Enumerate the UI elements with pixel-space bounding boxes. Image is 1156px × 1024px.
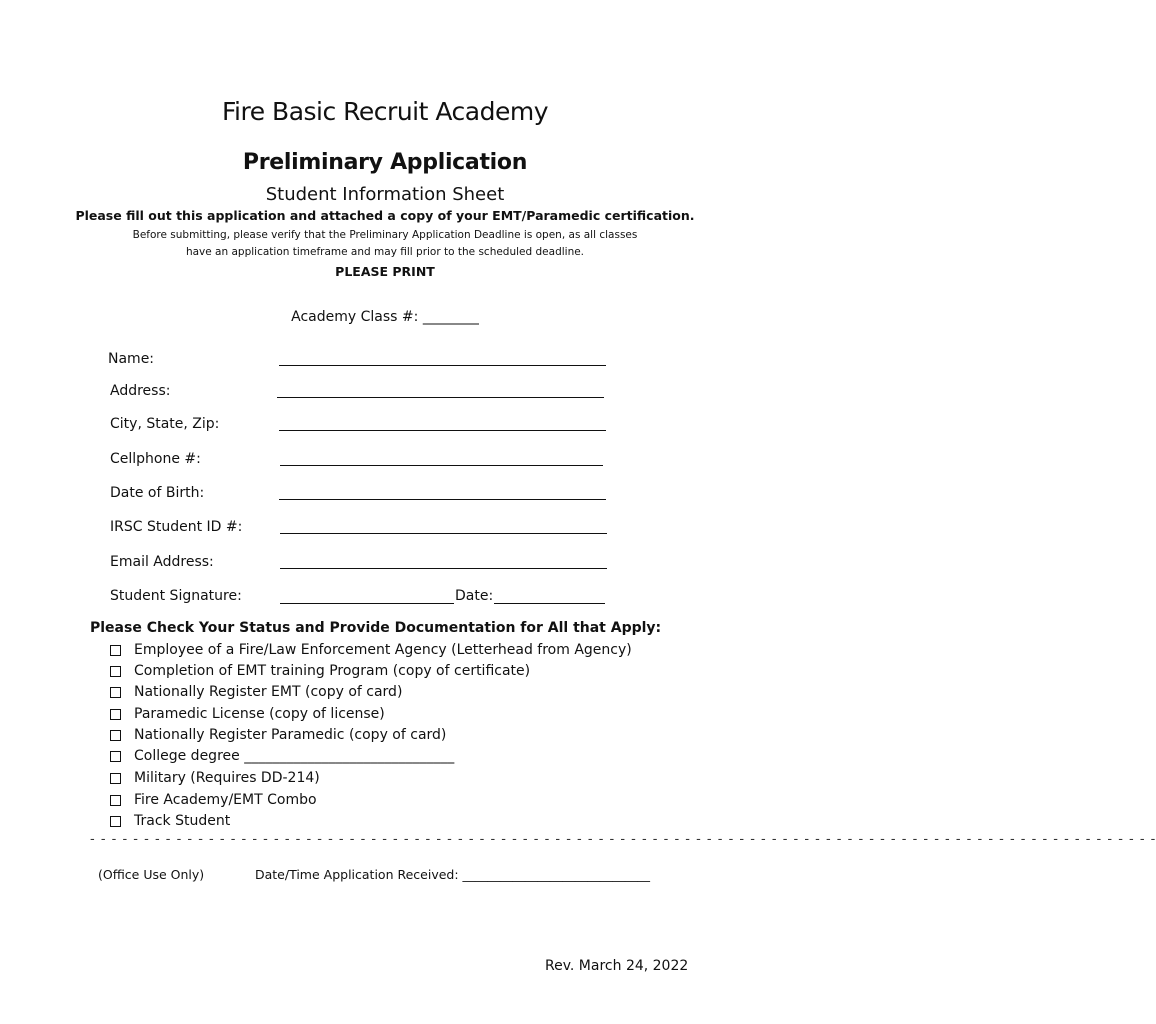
signature-label: Student Signature:	[110, 588, 242, 604]
checkbox[interactable]	[110, 795, 121, 806]
checkbox[interactable]	[110, 709, 121, 720]
address-label: Address:	[110, 383, 171, 399]
note-line-2: have an application timeframe and may fill prior to the scheduled deadline.	[185, 246, 585, 258]
status-item-paramedic-license[interactable]: Paramedic License (copy of license)	[110, 706, 385, 722]
dashed-divider: - - - - - - - - - - - - - - - - - - - - - - - - - - - - - - - - - - - - - - - - - - - - - - - - - - - - - - - - - - - - - - - - - - - - - - - - - - - - - - - - - - - - - - - - - - - - - - - - - - -	[90, 832, 1156, 847]
city-state-zip-label: City, State, Zip:	[110, 416, 220, 432]
academy-class-field[interactable]: Academy Class #: ________	[291, 309, 479, 325]
checkbox[interactable]	[110, 751, 121, 762]
email-line[interactable]	[280, 568, 607, 569]
cellphone-label: Cellphone #:	[110, 451, 201, 467]
city-state-zip-line[interactable]	[279, 430, 606, 431]
status-item-nr-emt[interactable]: Nationally Register EMT (copy of card)	[110, 684, 402, 700]
status-item-college-degree[interactable]: College degree ______________________________	[110, 748, 454, 764]
received-field: Date/Time Application Received: ______________________________	[255, 867, 651, 882]
checkbox[interactable]	[110, 773, 121, 784]
checkbox[interactable]	[110, 666, 121, 677]
checkbox[interactable]	[110, 687, 121, 698]
dob-label: Date of Birth:	[110, 485, 205, 501]
cellphone-line[interactable]	[280, 465, 603, 466]
revision-date: Rev. March 24, 2022	[545, 958, 689, 974]
checkbox[interactable]	[110, 645, 121, 656]
document-subtitle: Preliminary Application	[242, 150, 528, 175]
status-item-nr-paramedic[interactable]: Nationally Register Paramedic (copy of card)	[110, 727, 446, 743]
date-label: Date:	[455, 588, 494, 604]
status-item-emt-training[interactable]: Completion of EMT training Program (copy of certificate)	[110, 663, 530, 679]
date-line[interactable]	[494, 603, 605, 604]
document-title: Fire Basic Recruit Academy	[221, 97, 548, 126]
checkbox[interactable]	[110, 730, 121, 741]
status-heading: Please Check Your Status and Provide Documentation for All that Apply:	[90, 620, 662, 636]
status-item-military[interactable]: Military (Requires DD-214)	[110, 770, 320, 786]
address-line[interactable]	[277, 397, 604, 398]
signature-line[interactable]	[280, 603, 454, 604]
status-item-track-student[interactable]: Track Student	[110, 813, 230, 829]
status-item-agency[interactable]: Employee of a Fire/Law Enforcement Agency (Letterhead from Agency)	[110, 642, 632, 658]
student-id-line[interactable]	[280, 533, 607, 534]
dob-line[interactable]	[279, 499, 606, 500]
sheet-heading: Student Information Sheet	[265, 184, 505, 205]
instruction-text: Please fill out this application and attached a copy of your EMT/Paramedic certification.	[75, 208, 695, 223]
email-label: Email Address:	[110, 554, 214, 570]
status-item-academy-emt-combo[interactable]: Fire Academy/EMT Combo	[110, 792, 317, 808]
name-label: Name:	[108, 351, 155, 367]
note-line-1: Before submitting, please verify that the Preliminary Application Deadline is open, as all classes	[132, 229, 638, 241]
name-line[interactable]	[279, 365, 606, 366]
checkbox[interactable]	[110, 816, 121, 827]
office-use-label: (Office Use Only)	[98, 867, 205, 882]
student-id-label: IRSC Student ID #:	[110, 519, 243, 535]
print-notice: PLEASE PRINT	[335, 264, 435, 279]
